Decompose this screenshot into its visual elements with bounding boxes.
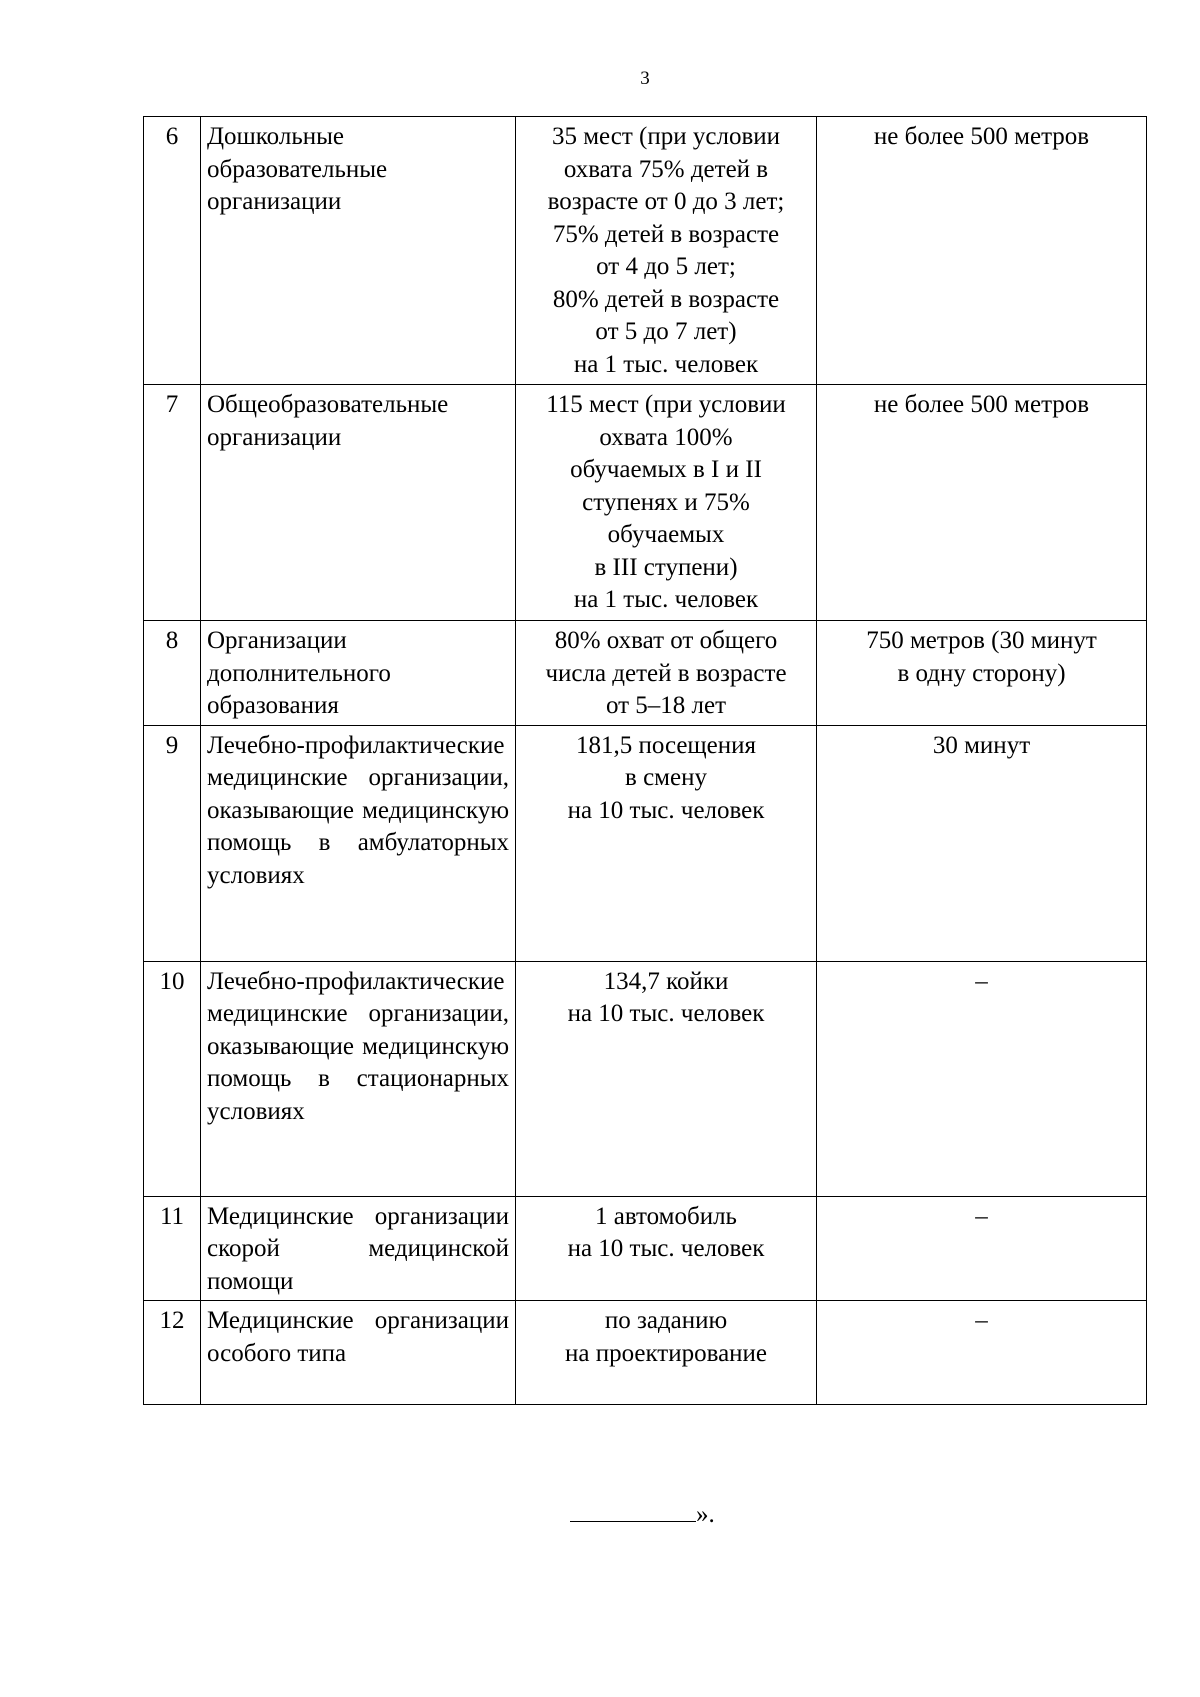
capacity-norm: 80% охват от общего числа детей в возрасте от 5–18 лет xyxy=(516,621,817,726)
table-row xyxy=(144,725,1147,961)
page-number: 3 xyxy=(640,68,650,89)
row-number: 11 xyxy=(144,1196,201,1301)
row-number: 10 xyxy=(144,961,201,1196)
accessibility-distance: не более 500 метров xyxy=(817,117,1147,385)
table-row xyxy=(144,961,1147,1196)
facility-name: Медицинские организации особого типа xyxy=(201,1301,516,1405)
row-number: 6 xyxy=(144,117,201,385)
facility-name: Дошкольные образовательные организации xyxy=(201,117,516,385)
capacity-norm: 181,5 посещения в смену на 10 тыс. человек xyxy=(516,725,817,961)
table-row xyxy=(144,117,1147,385)
table-row xyxy=(144,621,1147,726)
facility-name: Лечебно-профилактические медицинские организации, оказывающие медицинскую помощь в стационарных условиях xyxy=(201,961,516,1196)
capacity-norm: 35 мест (при условии охвата 75% детей в возрасте от 0 до 3 лет; 75% детей в возрасте от 4 до 5 лет; 80% детей в возрасте от 5 до 7 лет) на 1 тыс. человек xyxy=(516,117,817,385)
row-number: 8 xyxy=(144,621,201,726)
blank-underline xyxy=(570,1497,696,1522)
row-number: 7 xyxy=(144,385,201,621)
accessibility-distance: – xyxy=(817,1196,1147,1301)
accessibility-distance: не более 500 метров xyxy=(817,385,1147,621)
facility-name: Общеобразовательные организации xyxy=(201,385,516,621)
accessibility-distance: 30 минут xyxy=(817,725,1147,961)
facility-name: Организации дополнительного образования xyxy=(201,621,516,726)
table-row xyxy=(144,385,1147,621)
table-row xyxy=(144,1196,1147,1301)
accessibility-distance: – xyxy=(817,1301,1147,1405)
row-number: 12 xyxy=(144,1301,201,1405)
closing-mark xyxy=(570,1497,715,1531)
capacity-norm: 115 мест (при условии охвата 100% обучаемых в I и II ступенях и 75% обучаемых в III ступени) на 1 тыс. человек xyxy=(516,385,817,621)
facility-name: Медицинские организации скорой медицинской помощи xyxy=(201,1196,516,1301)
capacity-norm: 1 автомобиль на 10 тыс. человек xyxy=(516,1196,817,1301)
facility-name: Лечебно-профилактические медицинские организации, оказывающие медицинскую помощь в амбулаторных условиях xyxy=(201,725,516,961)
accessibility-distance: – xyxy=(817,961,1147,1196)
closing-quote: ». xyxy=(696,1501,715,1528)
row-number: 9 xyxy=(144,725,201,961)
norms-table xyxy=(143,116,1147,1405)
accessibility-distance: 750 метров (30 минут в одну сторону) xyxy=(817,621,1147,726)
capacity-norm: по заданию на проектирование xyxy=(516,1301,817,1405)
table-row xyxy=(144,1301,1147,1405)
capacity-norm: 134,7 койки на 10 тыс. человек xyxy=(516,961,817,1196)
